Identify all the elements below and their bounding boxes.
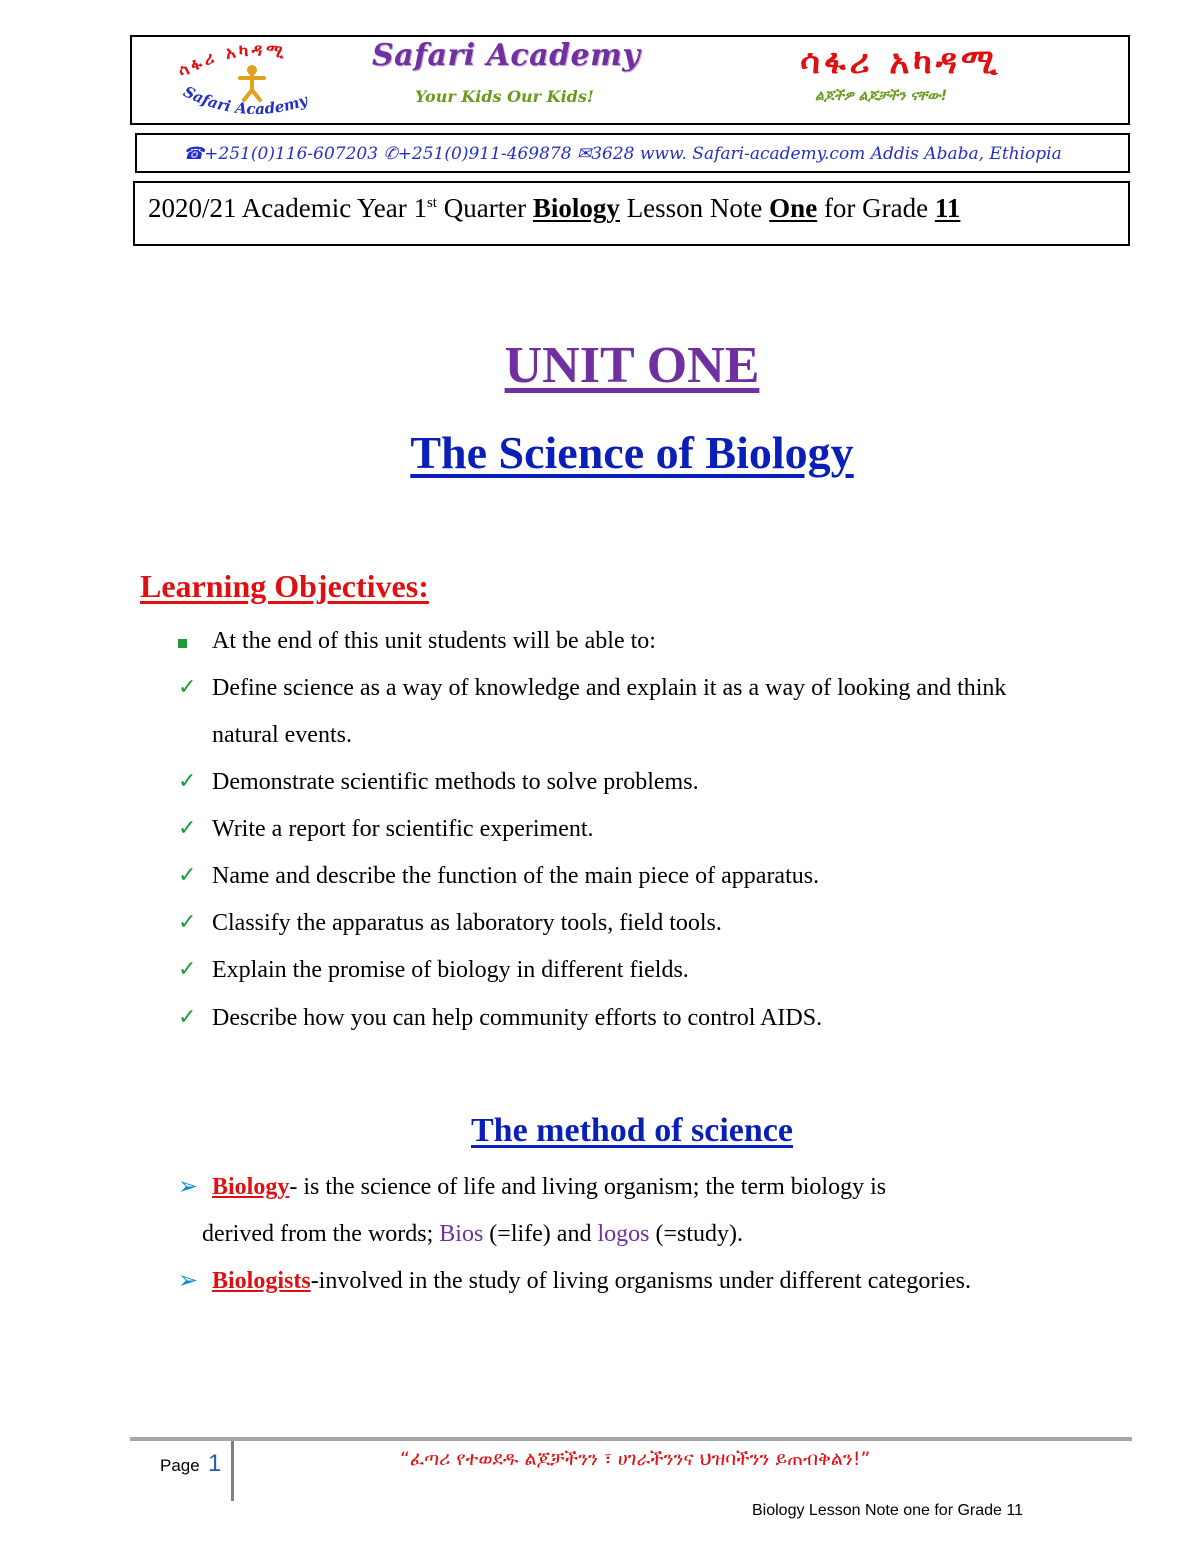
title-prefix: 2020/21 Academic Year 1 [148,193,427,223]
title-note-number: One [769,193,818,223]
term-biologists: Biologists [212,1268,311,1294]
definition-biology-continuation: derived from the words; Bios (=life) and logos (=study). [202,1221,743,1247]
title-grade-prefix: for Grade [817,193,935,223]
unit-heading: UNIT ONE [504,337,760,394]
svg-text:ሳፋሪ አካዳሚ [175,40,289,82]
title-subject: Biology [532,193,620,223]
safari-academy-logo [160,40,350,120]
brand-name: Safari Academy [372,38,641,73]
arrow-bullet-icon: ➢ [178,1172,199,1200]
brand-slogan-amharic: ልጆችዎ ልጆቻችን ናቸው! [815,88,948,104]
arrow-bullet-icon: ➢ [178,1266,199,1294]
title-quarter: Quarter [436,193,533,223]
checkmark-icon: ✓ [178,816,197,841]
lesson-title [148,193,960,224]
contact-info: ☎+251(0)116-607203 ✆+251(0)911-469878 ✉3628 www. Safari-academy.com Addis Ababa, Ethiopia [183,144,1062,164]
title-mid: Lesson Note [619,193,770,223]
brand-slogan: Your Kids Our Kids! [415,87,594,106]
title-grade: 11 [934,193,961,223]
bullet-square-icon [178,628,187,655]
checkmark-icon: ✓ [178,769,197,794]
term-biology: Biology [212,1174,290,1200]
brand-name-amharic: ሳፋሪ አካዳሚ [800,42,1002,82]
logo-bottom-text: Safari Academy [180,82,310,119]
page-number: 1 [208,1450,222,1477]
word-logos: logos [597,1221,650,1247]
footer-vertical-divider [231,1441,234,1501]
logo-top-text: ሳፋሪ አካዳሚ [174,40,289,82]
checkmark-icon: ✓ [178,1005,197,1030]
footer-divider [130,1437,1132,1441]
checkmark-icon: ✓ [178,910,197,935]
title-superscript: st [426,195,437,211]
footer-quote: “ፈጣሪ የተወደዱ ልጆቻችንን ፣ ሀገራችንንና ህዝባችንን ይጠብቅልን!” [400,1448,871,1470]
checkmark-icon: ✓ [178,675,197,700]
word-bios: Bios [439,1221,484,1247]
method-heading: The method of science [470,1112,793,1149]
objectives-heading: Learning Objectives: [140,568,429,604]
unit-subheading: The Science of Biology [410,427,854,478]
page-label: Page [160,1456,200,1475]
footer-note: Biology Lesson Note one for Grade 11 [752,1502,1023,1519]
checkmark-icon: ✓ [178,957,197,982]
child-figure-icon [240,65,264,100]
checkmark-icon: ✓ [178,863,197,888]
